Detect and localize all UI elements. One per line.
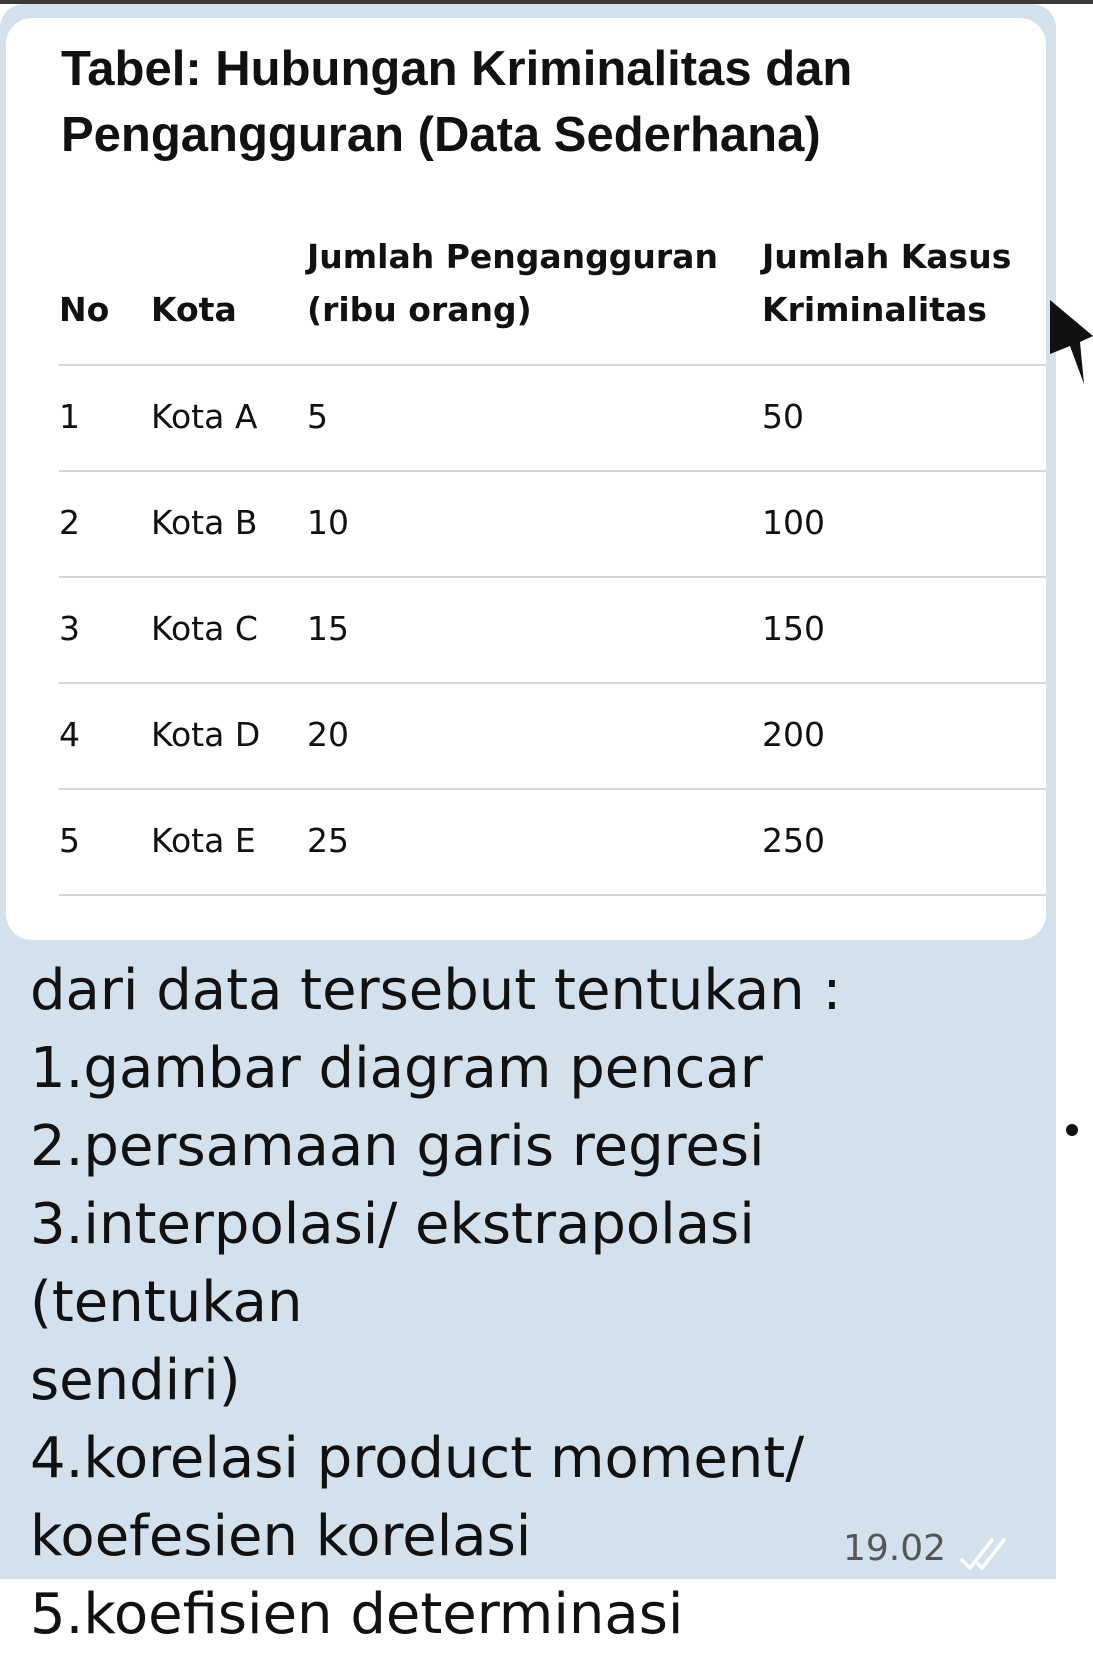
cell-pengangguran: 10 <box>307 471 762 577</box>
cell-kasus: 100 <box>762 471 1046 577</box>
message-line: 1.gambar diagram pencar <box>30 1036 763 1101</box>
table-row <box>59 789 1046 895</box>
cell-kota: Kota C <box>151 577 307 683</box>
cell-pengangguran: 20 <box>307 683 762 789</box>
header-pengangguran-line-1: Jumlah Pengangguran <box>307 237 718 276</box>
message-line: 5.koefisien determinasi <box>30 1582 684 1647</box>
message-line: sendiri) <box>30 1348 241 1413</box>
cell-no: 1 <box>59 365 151 471</box>
header-kasus <box>762 230 1046 365</box>
cell-pengangguran: 15 <box>307 577 762 683</box>
cell-kota: Kota E <box>151 789 307 895</box>
header-no-label: No <box>59 290 110 329</box>
message-line: 3.interpolasi/ ekstrapolasi (tentukan <box>30 1192 773 1335</box>
cell-pengangguran: 25 <box>307 789 762 895</box>
double-check-icon <box>958 1534 1018 1574</box>
table-image-card[interactable] <box>6 18 1046 940</box>
table-title <box>61 36 961 168</box>
cell-no: 5 <box>59 789 151 895</box>
cell-kasus: 250 <box>762 789 1046 895</box>
header-pengangguran <box>307 230 762 365</box>
table-title-line-1: Tabel: Hubungan Kriminalitas dan <box>61 42 853 96</box>
cell-no: 4 <box>59 683 151 789</box>
header-pengangguran-line-2: (ribu orang) <box>307 290 532 329</box>
cell-kota: Kota D <box>151 683 307 789</box>
header-kota-label: Kota <box>151 290 237 329</box>
cell-kota: Kota B <box>151 471 307 577</box>
scroll-dot-icon <box>1066 1124 1078 1136</box>
table-header-row <box>59 230 1046 365</box>
table-title-line-2: Pengangguran (Data Sederhana) <box>61 108 821 162</box>
header-no <box>59 230 151 365</box>
cell-no: 2 <box>59 471 151 577</box>
message-line: koefesien korelasi <box>30 1504 532 1569</box>
table-row <box>59 683 1046 789</box>
message-line: 4.korelasi product moment/ <box>30 1426 805 1491</box>
message-line: 2.persamaan garis regresi <box>30 1114 765 1179</box>
reaction-star-icon <box>1050 296 1093 386</box>
cell-kasus: 50 <box>762 365 1046 471</box>
cell-kota: Kota A <box>151 365 307 471</box>
data-table <box>59 230 1046 896</box>
cell-pengangguran: 5 <box>307 365 762 471</box>
message-line: dari data tersebut tentukan : <box>30 958 842 1023</box>
cell-no: 3 <box>59 577 151 683</box>
header-kota <box>151 230 307 365</box>
header-kasus-line-1: Jumlah Kasus <box>762 237 1012 276</box>
table-row <box>59 471 1046 577</box>
table-row <box>59 365 1046 471</box>
table-row <box>59 577 1046 683</box>
message-timestamp: 19.02 <box>843 1528 947 1569</box>
header-kasus-line-2: Kriminalitas <box>762 290 987 329</box>
message-bubble[interactable] <box>0 4 1056 1647</box>
cell-kasus: 150 <box>762 577 1046 683</box>
cell-kasus: 200 <box>762 683 1046 789</box>
